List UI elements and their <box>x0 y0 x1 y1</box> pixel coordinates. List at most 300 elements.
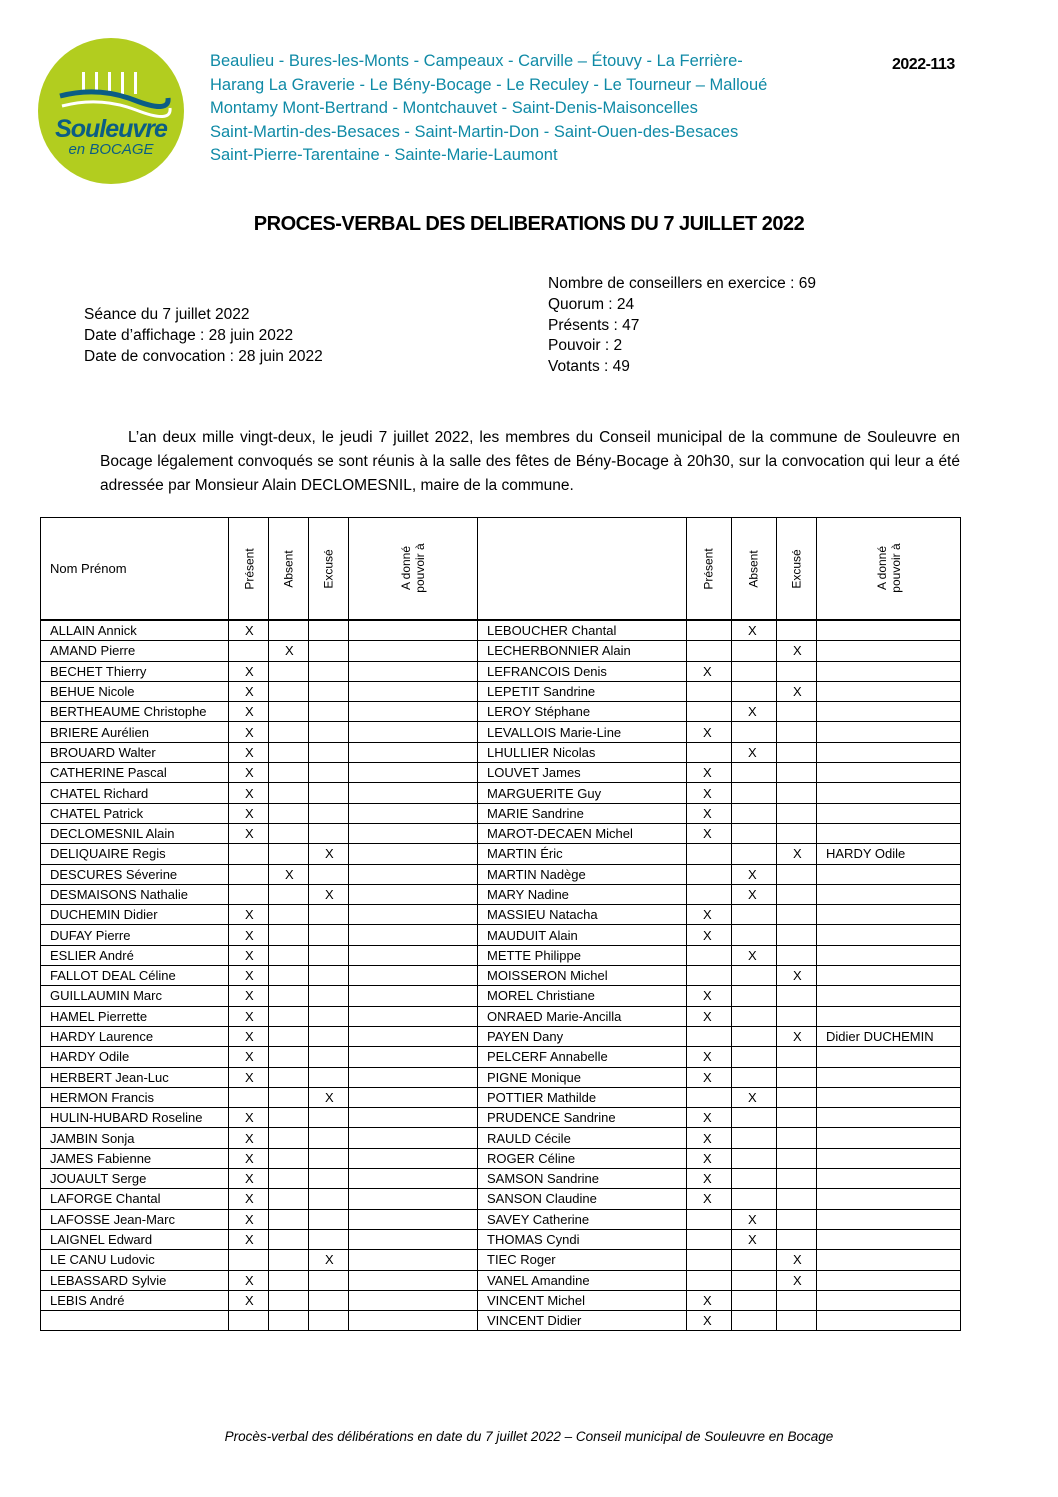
absent-cell <box>732 783 777 803</box>
present-cell <box>687 1128 732 1148</box>
absent-cell <box>269 1108 309 1128</box>
excuse-cell <box>309 763 349 783</box>
member-name: DUFAY Pierre <box>41 925 229 945</box>
member-name: BERTHEAUME Christophe <box>41 702 229 722</box>
member-name: DELIQUAIRE Regis <box>41 844 229 864</box>
status-mark: X <box>748 947 757 963</box>
status-mark: X <box>703 785 712 801</box>
status-mark: X <box>703 1008 712 1024</box>
pouvoir-cell <box>349 1108 478 1128</box>
table-row <box>41 864 961 884</box>
present-cell <box>229 1270 269 1290</box>
pouvoir-cell <box>817 1290 961 1310</box>
present-cell <box>229 763 269 783</box>
status-mark: X <box>703 724 712 740</box>
member-name: MOREL Christiane <box>478 986 687 1006</box>
communes-line: Harang La Graverie - Le Bény-Bocage - Le Reculey - Le Tourneur – Malloué <box>210 75 768 94</box>
pouvoir-cell <box>817 803 961 823</box>
pouvoir-cell <box>817 702 961 722</box>
pouvoir-cell <box>817 722 961 742</box>
status-mark: X <box>245 684 254 700</box>
absent-cell <box>732 1087 777 1107</box>
present-cell <box>687 1169 732 1189</box>
status-mark: X <box>245 1130 254 1146</box>
status-mark: X <box>245 1110 254 1126</box>
present-cell <box>229 1006 269 1026</box>
member-name: LEROY Stéphane <box>478 702 687 722</box>
status-mark: X <box>793 1029 802 1045</box>
member-name: LE CANU Ludovic <box>41 1250 229 1270</box>
excuse-cell <box>777 661 817 681</box>
table-row <box>41 641 961 661</box>
absent-cell <box>269 763 309 783</box>
absent-cell <box>732 1067 777 1087</box>
absent-cell <box>269 1026 309 1046</box>
header-name: Nom Prénom <box>41 518 229 621</box>
member-name: CHATEL Richard <box>41 783 229 803</box>
status-mark: X <box>748 866 757 882</box>
status-mark: X <box>793 643 802 659</box>
present-cell <box>229 1108 269 1128</box>
status-mark: X <box>245 1232 254 1248</box>
present-cell <box>229 1229 269 1249</box>
member-name: METTE Philippe <box>478 945 687 965</box>
member-name: POTTIER Mathilde <box>478 1087 687 1107</box>
present-cell <box>229 803 269 823</box>
excuse-cell <box>309 1128 349 1148</box>
absent-cell <box>732 844 777 864</box>
excuse-cell <box>309 1148 349 1168</box>
absent-cell <box>269 783 309 803</box>
excuse-cell <box>309 742 349 762</box>
excuse-cell <box>309 1108 349 1128</box>
member-name: HARDY Odile <box>41 1047 229 1067</box>
present-cell <box>229 1290 269 1310</box>
absent-cell <box>732 1006 777 1026</box>
absent-cell <box>269 864 309 884</box>
excuse-cell <box>309 1209 349 1229</box>
member-name: DESCURES Séverine <box>41 864 229 884</box>
pouvoir-cell <box>349 1250 478 1270</box>
page-footer: Procès-verbal des délibérations en date du 7 juillet 2022 – Conseil municipal de Souleuvre en Bocage <box>224 1429 834 1444</box>
pouvoir-cell <box>349 1290 478 1310</box>
present-cell <box>229 884 269 904</box>
absent-cell <box>269 681 309 701</box>
pouvoir-cell <box>349 864 478 884</box>
pouvoir-cell <box>349 966 478 986</box>
table-row <box>41 722 961 742</box>
status-mark: X <box>793 846 802 862</box>
absent-cell <box>732 1189 777 1209</box>
excuse-cell <box>309 702 349 722</box>
stats-line: Pouvoir : 2 <box>548 337 623 355</box>
absent-cell <box>269 966 309 986</box>
header-excuse: Excusé <box>309 518 349 621</box>
table-row <box>41 1169 961 1189</box>
absent-cell <box>732 925 777 945</box>
status-mark: X <box>245 1292 254 1308</box>
excuse-cell <box>777 823 817 843</box>
excuse-cell <box>309 1047 349 1067</box>
member-name: VINCENT Michel <box>478 1290 687 1310</box>
stats-line: Votants : 49 <box>548 358 630 376</box>
excuse-cell <box>309 1087 349 1107</box>
absent-cell <box>732 884 777 904</box>
table-row <box>41 803 961 823</box>
status-mark: X <box>793 1272 802 1288</box>
absent-cell <box>732 1169 777 1189</box>
absent-cell <box>732 823 777 843</box>
present-cell <box>229 641 269 661</box>
excuse-cell <box>309 905 349 925</box>
absent-cell <box>269 1087 309 1107</box>
present-cell <box>687 1067 732 1087</box>
present-cell <box>687 620 732 641</box>
pouvoir-cell <box>349 620 478 641</box>
absent-cell <box>732 1229 777 1249</box>
member-name: PIGNE Monique <box>478 1067 687 1087</box>
excuse-cell <box>309 844 349 864</box>
present-cell <box>229 986 269 1006</box>
seance-line: Date de convocation : 28 juin 2022 <box>84 348 323 365</box>
pouvoir-cell <box>817 661 961 681</box>
seance-info <box>84 304 323 367</box>
pouvoir-cell <box>349 1026 478 1046</box>
absent-cell <box>269 823 309 843</box>
member-name: MARTIN Éric <box>478 844 687 864</box>
table-row <box>41 1026 961 1046</box>
excuse-cell <box>777 884 817 904</box>
absent-cell <box>269 661 309 681</box>
excuse-cell <box>309 620 349 641</box>
communes-line: Saint-Martin-des-Besaces - Saint-Martin-Don - Saint-Ouen-des-Besaces <box>210 122 739 141</box>
present-cell <box>687 1209 732 1229</box>
status-mark: X <box>748 744 757 760</box>
status-mark: X <box>748 704 757 720</box>
table-row <box>41 1311 961 1331</box>
table-row <box>41 945 961 965</box>
present-cell <box>687 1250 732 1270</box>
absent-cell <box>732 681 777 701</box>
absent-cell <box>732 1108 777 1128</box>
status-mark: X <box>245 724 254 740</box>
status-mark: X <box>325 846 334 862</box>
present-cell <box>687 1290 732 1310</box>
present-cell <box>229 1250 269 1270</box>
absent-cell <box>269 1229 309 1249</box>
present-cell <box>687 884 732 904</box>
member-name: MARTIN Nadège <box>478 864 687 884</box>
present-cell <box>687 742 732 762</box>
status-mark: X <box>748 1232 757 1248</box>
present-cell <box>229 1047 269 1067</box>
excuse-cell <box>777 1169 817 1189</box>
status-mark: X <box>325 1089 334 1105</box>
present-cell <box>229 844 269 864</box>
pouvoir-cell <box>349 1006 478 1026</box>
present-cell <box>687 864 732 884</box>
excuse-cell <box>309 1189 349 1209</box>
absent-cell <box>732 763 777 783</box>
pouvoir-cell <box>817 986 961 1006</box>
present-cell <box>687 661 732 681</box>
member-name: HERBERT Jean-Luc <box>41 1067 229 1087</box>
member-name: PRUDENCE Sandrine <box>478 1108 687 1128</box>
absent-cell <box>269 722 309 742</box>
pouvoir-cell <box>817 925 961 945</box>
excuse-cell <box>777 722 817 742</box>
table-row <box>41 742 961 762</box>
absent-cell <box>269 1189 309 1209</box>
seance-line: Date d’affichage : 28 juin 2022 <box>84 327 294 344</box>
excuse-cell <box>777 1047 817 1067</box>
communes-line: Montamy Mont-Bertrand - Montchauvet - Saint-Denis-Maisoncelles <box>210 99 698 117</box>
status-mark: X <box>245 805 254 821</box>
member-name: JAMES Fabienne <box>41 1148 229 1168</box>
absent-cell <box>269 742 309 762</box>
present-cell <box>687 1270 732 1290</box>
absent-cell <box>269 1270 309 1290</box>
present-cell <box>229 945 269 965</box>
table-row <box>41 1006 961 1026</box>
member-name: BEHUE Nicole <box>41 681 229 701</box>
status-mark: X <box>245 1211 254 1227</box>
present-cell <box>229 1128 269 1148</box>
member-name: ONRAED Marie-Ancilla <box>478 1006 687 1026</box>
absent-cell <box>732 1311 777 1331</box>
absent-cell <box>269 702 309 722</box>
status-mark: X <box>325 1252 334 1268</box>
status-mark: X <box>748 1211 757 1227</box>
excuse-cell <box>777 620 817 641</box>
excuse-cell <box>309 803 349 823</box>
member-name: MARIE Sandrine <box>478 803 687 823</box>
status-mark: X <box>703 988 712 1004</box>
status-mark: X <box>245 623 254 639</box>
quorum-stats <box>548 274 816 378</box>
table-row <box>41 1128 961 1148</box>
pouvoir-cell <box>349 1169 478 1189</box>
absent-cell <box>269 925 309 945</box>
communes-line: Saint-Pierre-Tarentaine - Sainte-Marie-Laumont <box>210 146 558 164</box>
pouvoir-cell <box>817 763 961 783</box>
pouvoir-cell <box>817 823 961 843</box>
member-name: AMAND Pierre <box>41 641 229 661</box>
excuse-cell <box>777 1209 817 1229</box>
pouvoir-cell <box>349 986 478 1006</box>
pouvoir-cell <box>817 1229 961 1249</box>
present-cell <box>687 722 732 742</box>
header-name-right <box>478 518 687 621</box>
table-row <box>41 1209 961 1229</box>
status-mark: X <box>748 887 757 902</box>
status-mark: X <box>245 1069 254 1085</box>
excuse-cell <box>777 1006 817 1026</box>
present-cell <box>687 1026 732 1046</box>
present-cell <box>229 1189 269 1209</box>
pouvoir-cell <box>349 1047 478 1067</box>
pouvoir-cell <box>817 1270 961 1290</box>
absent-cell <box>732 1270 777 1290</box>
excuse-cell <box>309 925 349 945</box>
present-cell <box>687 783 732 803</box>
absent-cell <box>732 1290 777 1310</box>
pouvoir-cell <box>817 620 961 641</box>
pouvoir-cell <box>349 844 478 864</box>
table-row <box>41 966 961 986</box>
member-name: PELCERF Annabelle <box>478 1047 687 1067</box>
excuse-cell <box>777 1229 817 1249</box>
souleuvre-logo <box>38 38 184 184</box>
status-mark: X <box>703 1191 712 1207</box>
member-name: LEVALLOIS Marie-Line <box>478 722 687 742</box>
present-cell <box>687 1047 732 1067</box>
member-name: DUCHEMIN Didier <box>41 905 229 925</box>
member-name: ALLAIN Annick <box>41 620 229 641</box>
excuse-cell <box>309 1290 349 1310</box>
excuse-cell <box>777 1290 817 1310</box>
pouvoir-cell: HARDY Odile <box>817 844 961 864</box>
status-mark: X <box>245 927 254 943</box>
pouvoir-cell <box>349 884 478 904</box>
member-name: TIEC Roger <box>478 1250 687 1270</box>
absent-cell <box>269 905 309 925</box>
status-mark: X <box>245 1008 254 1024</box>
header-excuse-right: Excusé <box>777 518 817 621</box>
absent-cell <box>732 742 777 762</box>
status-mark: X <box>793 1252 802 1268</box>
pouvoir-cell <box>817 905 961 925</box>
excuse-cell <box>309 823 349 843</box>
member-name <box>41 1311 229 1331</box>
table-row <box>41 783 961 803</box>
excuse-cell <box>309 986 349 1006</box>
document-reference: 2022-113 <box>892 56 955 73</box>
status-mark: X <box>703 907 712 923</box>
absent-cell <box>732 803 777 823</box>
excuse-cell <box>309 1026 349 1046</box>
excuse-cell <box>309 783 349 803</box>
present-cell <box>687 1108 732 1128</box>
present-cell <box>229 702 269 722</box>
status-mark: X <box>703 1130 712 1146</box>
absent-cell <box>269 620 309 641</box>
pouvoir-cell <box>349 1087 478 1107</box>
member-name: MAROT-DECAEN Michel <box>478 823 687 843</box>
table-row <box>41 1270 961 1290</box>
member-name: JAMBIN Sonja <box>41 1128 229 1148</box>
table-row <box>41 823 961 843</box>
absent-cell <box>269 803 309 823</box>
pouvoir-cell <box>349 1311 478 1331</box>
member-name: ESLIER André <box>41 945 229 965</box>
present-cell <box>229 1169 269 1189</box>
member-name: THOMAS Cyndi <box>478 1229 687 1249</box>
absent-cell <box>269 986 309 1006</box>
present-cell <box>687 1006 732 1026</box>
status-mark: X <box>703 1150 712 1166</box>
absent-cell <box>269 1128 309 1148</box>
excuse-cell <box>309 1006 349 1026</box>
member-name: PAYEN Dany <box>478 1026 687 1046</box>
status-mark: X <box>703 1292 712 1308</box>
member-name: MOISSERON Michel <box>478 966 687 986</box>
excuse-cell <box>777 803 817 823</box>
present-cell <box>229 783 269 803</box>
status-mark: X <box>245 663 254 679</box>
excuse-cell <box>309 864 349 884</box>
absent-cell <box>269 1047 309 1067</box>
excuse-cell <box>309 641 349 661</box>
status-mark: X <box>245 785 254 801</box>
table-row <box>41 1229 961 1249</box>
member-name: HARDY Laurence <box>41 1026 229 1046</box>
absent-cell <box>269 1169 309 1189</box>
absent-cell <box>732 722 777 742</box>
pouvoir-cell <box>349 742 478 762</box>
absent-cell <box>732 661 777 681</box>
pouvoir-cell <box>349 661 478 681</box>
header-absent-right: Absent <box>732 518 777 621</box>
member-name: BECHET Thierry <box>41 661 229 681</box>
status-mark: X <box>245 1171 254 1187</box>
header-pouvoir: A donné pouvoir à <box>349 518 478 621</box>
stats-line: Présents : 47 <box>548 316 640 334</box>
status-mark: X <box>325 887 334 902</box>
excuse-cell <box>777 1311 817 1331</box>
member-name: MARGUERITE Guy <box>478 783 687 803</box>
pouvoir-cell <box>817 1006 961 1026</box>
pouvoir-cell <box>817 1189 961 1209</box>
member-name: RAULD Cécile <box>478 1128 687 1148</box>
table-row <box>41 844 961 864</box>
member-name: HULIN-HUBARD Roseline <box>41 1108 229 1128</box>
pouvoir-cell <box>349 1128 478 1148</box>
pouvoir-cell <box>817 681 961 701</box>
excuse-cell <box>309 681 349 701</box>
table-row <box>41 1290 961 1310</box>
table-row <box>41 884 961 904</box>
present-cell <box>687 641 732 661</box>
absent-cell <box>269 945 309 965</box>
present-cell <box>687 1087 732 1107</box>
present-cell <box>687 763 732 783</box>
pouvoir-cell <box>349 803 478 823</box>
excuse-cell <box>777 1250 817 1270</box>
excuse-cell <box>777 966 817 986</box>
absent-cell <box>732 1250 777 1270</box>
status-mark: X <box>703 805 712 821</box>
member-name: LEFRANCOIS Denis <box>478 661 687 681</box>
member-name: VINCENT Didier <box>478 1311 687 1331</box>
member-name: LAIGNEL Edward <box>41 1229 229 1249</box>
status-mark: X <box>245 1191 254 1207</box>
table-row <box>41 986 961 1006</box>
header-present-right: Présent <box>687 518 732 621</box>
absent-cell <box>732 945 777 965</box>
excuse-cell <box>777 742 817 762</box>
table-row <box>41 702 961 722</box>
table-row <box>41 661 961 681</box>
member-name: SAVEY Catherine <box>478 1209 687 1229</box>
member-name: LEBASSARD Sylvie <box>41 1270 229 1290</box>
excuse-cell <box>309 661 349 681</box>
present-cell <box>687 702 732 722</box>
stats-line: Nombre de conseillers en exercice : 69 <box>548 275 816 292</box>
present-cell <box>229 681 269 701</box>
header-pouvoir-right: A donné pouvoir à <box>817 518 961 621</box>
member-name: LEPETIT Sandrine <box>478 681 687 701</box>
